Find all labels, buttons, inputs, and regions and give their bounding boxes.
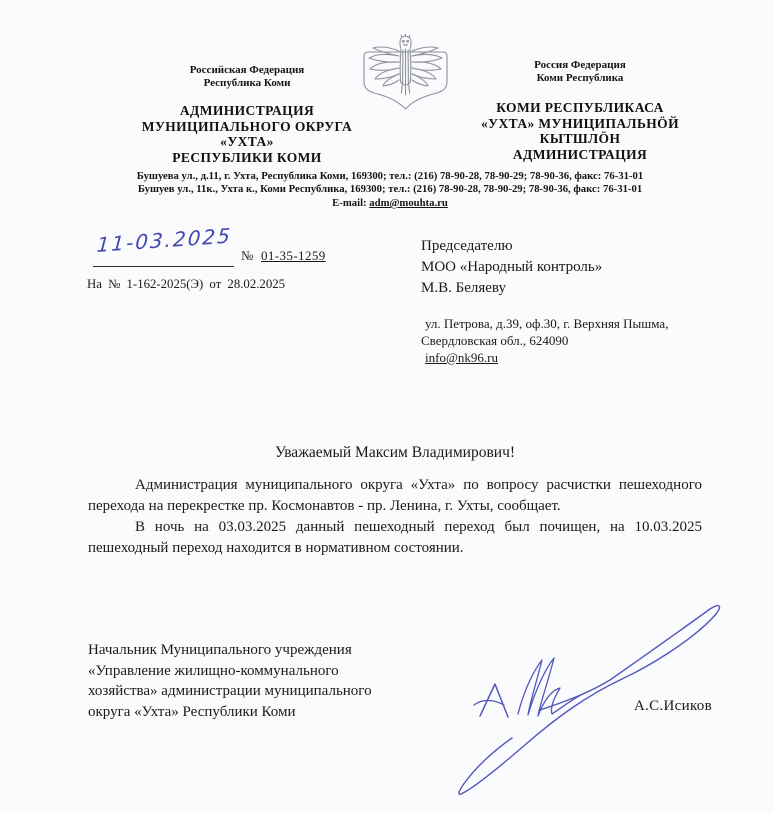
recipient-address-line: Свердловская обл., 624090 <box>421 333 569 348</box>
org-email-line <box>40 196 740 210</box>
body-paragraph: Администрация муниципального округа «Ухта» по вопросу расчистки пешеходного перехода на перекрестке пр. Космонавтов - пр. Ленина, г. Ухты, сообщает. <box>88 477 702 514</box>
recipient-organization: МОО «Народный контроль» <box>421 259 603 275</box>
signer-position-line: хозяйства» администрации муниципального <box>88 683 372 699</box>
recipient-title: Председателю <box>421 238 513 254</box>
recipient-email: info@nk96.ru <box>425 350 498 365</box>
letterhead-right-org-line: КЫТШЛÖН <box>539 131 621 146</box>
signer-position-line: «Управление жилищно-коммунального <box>88 662 339 679</box>
date-underline <box>93 266 234 267</box>
letterhead-left-org-line: РЕСПУБЛИКИ КОМИ <box>172 149 322 165</box>
letterhead-right-org-line: КОМИ РЕСПУБЛИКАСА <box>496 100 664 115</box>
letterhead-right-region: Коми Республика <box>536 71 624 84</box>
letterhead-right-org-line: АДМИНИСТРАЦИЯ <box>512 146 648 162</box>
org-email: adm@mouhta.ru <box>369 197 448 209</box>
address-line-komi: Бушуев ул., 11к., Ухта к., Коми Республика, 169300; тел.: (216) 78-90-28, 78-90-29; 78-90-36, факс: 76-31-01 <box>137 183 643 195</box>
address-line-russian: Бушуева ул., д.11, г. Ухта, Республика Коми, 169300; тел.: (216) 78-90-28, 78-90-29; 78-90-36, факс: 76-31-01 <box>136 170 644 182</box>
signer-name: А.С.Исиков <box>634 698 712 714</box>
number-sign: № <box>241 248 254 263</box>
recipient-name: М.В. Беляеву <box>421 280 506 296</box>
spacer <box>425 84 735 100</box>
letterhead-left-country: Российская Федерация <box>189 64 305 76</box>
body-paragraph: В ночь на 03.03.2025 данный пешеходный переход был почищен, на 10.03.2025 пешеходный переход находится в нормативном состоянии. <box>88 519 702 556</box>
handwritten-date: 11-03.2025 <box>96 223 233 257</box>
letterhead-left-org-line: МУНИЦИПАЛЬНОГО ОКРУГА <box>141 118 353 134</box>
letterhead-right <box>425 59 735 162</box>
salutation: Уважаемый Максим Владимирович! <box>274 444 516 461</box>
signer-position-line: Начальник Муниципального учреждения <box>88 642 352 658</box>
email-label: E-mail: <box>332 197 370 209</box>
outgoing-number: 01-35-1259 <box>261 248 326 263</box>
letter-body <box>88 475 702 559</box>
letterhead-left-region: Республика Коми <box>203 76 291 89</box>
letterhead-contacts <box>40 170 740 210</box>
recipient-address-line: ул. Петрова, д.39, оф.30, г. Верхняя Пышма, <box>425 316 669 331</box>
letterhead-left-org-line: «УХТА» <box>220 134 274 149</box>
signer-position-block <box>88 640 458 722</box>
letterhead-left-org-line: АДМИНИСТРАЦИЯ <box>179 103 315 118</box>
signer-position-line: округа «Ухта» Республики Коми <box>88 703 296 720</box>
recipient-block <box>421 236 721 299</box>
letterhead-right-country: Россия Федерация <box>534 59 626 71</box>
recipient-address <box>421 315 721 366</box>
letterhead-right-org-line: «УХТА» МУНИЦИПАЛЬНÖЙ <box>480 115 679 131</box>
reply-reference: На № 1-162-2025(Э) от 28.02.2025 <box>87 277 286 291</box>
